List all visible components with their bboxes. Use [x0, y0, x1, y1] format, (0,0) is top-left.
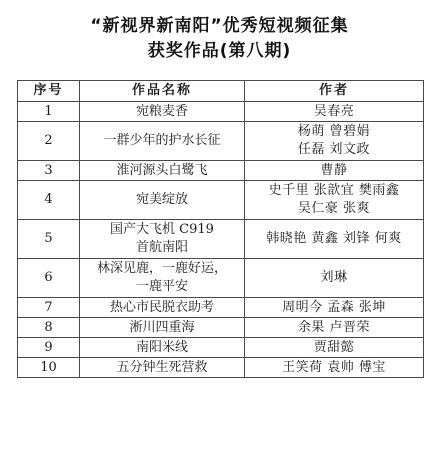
awards-table — [17, 80, 424, 378]
work-title-line: 热心市民脱衣助考 — [109, 299, 214, 315]
header-work-title: 作品名称 — [80, 81, 245, 102]
author-names — [245, 338, 424, 358]
work-title — [80, 318, 245, 338]
row-number: 1 — [18, 102, 80, 122]
work-title — [80, 298, 245, 318]
table-row — [18, 102, 424, 122]
work-title-line: 一群少年的护水长征 — [103, 133, 221, 148]
work-title-line: 淮河源头白鹭飞 — [116, 162, 208, 178]
work-title — [80, 259, 245, 298]
document-title — [0, 14, 439, 64]
row-number: 3 — [18, 161, 80, 181]
table-header-row — [18, 81, 424, 102]
table-row — [18, 358, 424, 378]
work-title-line: 林深见鹿，一鹿好运， — [96, 261, 227, 276]
author-line: 刘琳 — [320, 270, 348, 285]
author-names — [245, 259, 424, 298]
table-row — [18, 122, 424, 161]
row-number: 7 — [18, 298, 80, 318]
author-line: 吴春亮 — [313, 103, 355, 119]
row-number: 10 — [18, 358, 80, 378]
table-row — [18, 181, 424, 220]
work-title — [80, 122, 245, 161]
work-title-line: 淅川四重海 — [129, 319, 195, 335]
work-title-line: 南阳米线 — [135, 339, 188, 355]
author-names — [245, 298, 424, 318]
author-line: 韩晓艳 黄鑫 刘锋 何爽 — [266, 231, 402, 246]
author-line: 贾甜懿 — [313, 339, 355, 355]
work-title-line: 五分钟生死营救 — [116, 359, 208, 375]
author-names — [245, 181, 424, 220]
author-line: 任磊 刘文政 — [297, 142, 371, 157]
author-names — [245, 358, 424, 378]
row-number: 4 — [18, 181, 80, 220]
author-line: 周明今 孟森 张坤 — [282, 299, 386, 315]
author-line: 史千里 张歆宜 樊雨鑫 — [268, 183, 400, 198]
work-title-line: 宛粮麦香 — [135, 103, 188, 119]
table-row — [18, 259, 424, 298]
table-row — [18, 298, 424, 318]
work-title-line: 宛美绽放 — [135, 192, 188, 207]
row-number: 2 — [18, 122, 80, 161]
row-number: 8 — [18, 318, 80, 338]
row-number: 9 — [18, 338, 80, 358]
work-title — [80, 338, 245, 358]
author-names — [245, 220, 424, 259]
author-line: 余果 卢晋荣 — [297, 319, 371, 335]
work-title — [80, 181, 245, 220]
row-number: 5 — [18, 220, 80, 259]
header-number: 序号 — [18, 81, 80, 102]
work-title-line: 国产大飞机 C919 — [110, 222, 214, 237]
row-number: 6 — [18, 259, 80, 298]
work-title-line: 一鹿平安 — [135, 279, 188, 294]
work-title — [80, 220, 245, 259]
title-line-1: “新视界新南阳”优秀短视频征集 — [90, 16, 349, 36]
table-row — [18, 161, 424, 181]
work-title — [80, 102, 245, 122]
table-row — [18, 338, 424, 358]
header-author: 作者 — [245, 81, 424, 102]
work-title-line: 首航南阳 — [135, 240, 188, 255]
title-line-2: 获奖作品(第八期) — [147, 41, 292, 61]
author-names — [245, 161, 424, 181]
author-line: 杨萌 曾碧娟 — [297, 124, 371, 139]
work-title — [80, 358, 245, 378]
table-row — [18, 318, 424, 338]
author-names — [245, 102, 424, 122]
author-line: 王笑荷 袁帅 傅宝 — [282, 359, 386, 375]
table-row — [18, 220, 424, 259]
author-names — [245, 122, 424, 161]
author-names — [245, 318, 424, 338]
author-line: 吴仁豪 张爽 — [297, 201, 371, 216]
author-line: 曹静 — [320, 162, 348, 178]
work-title — [80, 161, 245, 181]
